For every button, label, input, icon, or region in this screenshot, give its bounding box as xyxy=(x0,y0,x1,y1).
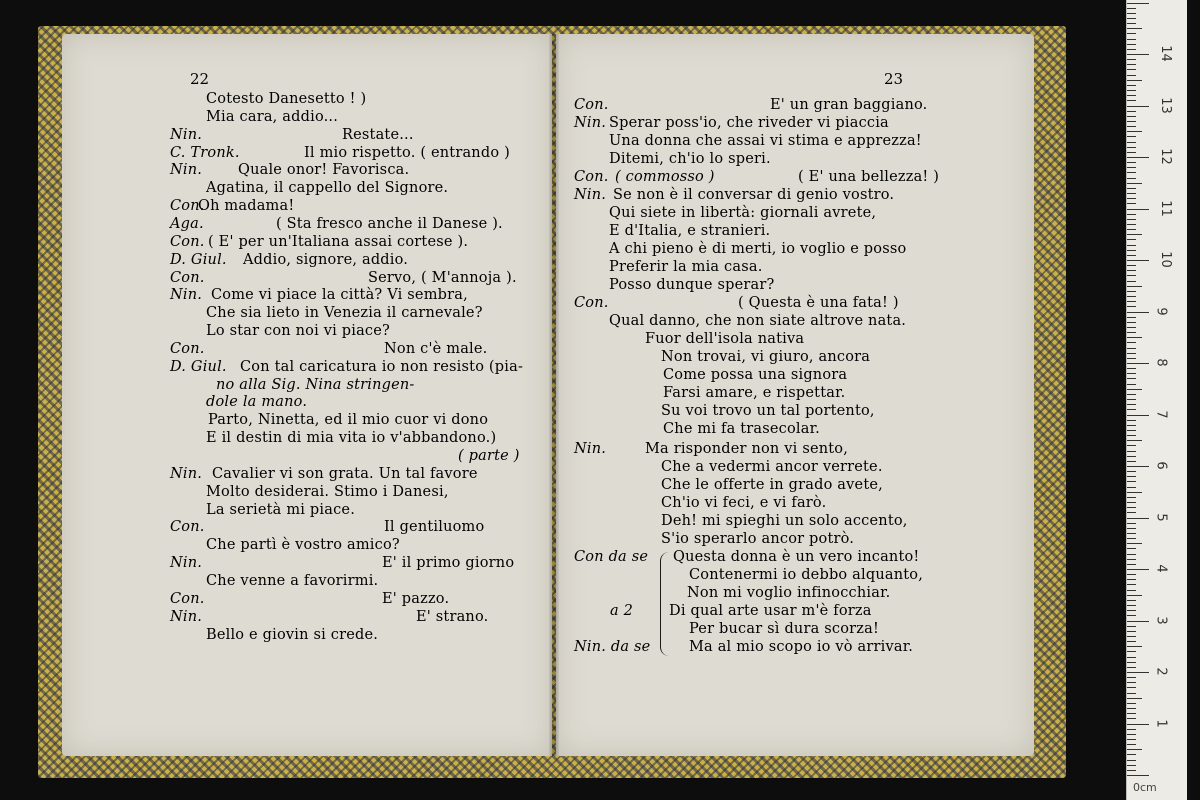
ruler-tick xyxy=(1127,610,1136,611)
ruler-tick xyxy=(1127,476,1136,477)
ruler-tick xyxy=(1127,8,1136,9)
ruler-tick xyxy=(1127,739,1136,740)
verse-line: Oh madama! xyxy=(198,198,295,215)
ruler-tick xyxy=(1127,363,1149,364)
ruler-tick xyxy=(1127,451,1136,452)
ruler-tick xyxy=(1127,518,1149,519)
ruler-tick xyxy=(1127,353,1136,354)
ruler-tick xyxy=(1127,296,1136,297)
speaker-name: Nin. xyxy=(170,126,203,143)
ruler-number: 3 xyxy=(1153,615,1169,625)
ruler-tick xyxy=(1127,18,1136,19)
ruler-tick xyxy=(1127,641,1136,642)
verse-line: E il destin di mia vita io v'abbandono.) xyxy=(206,430,497,447)
ruler-tick xyxy=(1127,275,1136,276)
ruler-tick xyxy=(1127,559,1136,560)
ruler-tick xyxy=(1127,415,1149,416)
ruler-tick xyxy=(1127,754,1136,755)
verse-line: Restate... xyxy=(342,126,414,143)
ruler-tick xyxy=(1127,245,1136,246)
ruler-tick xyxy=(1127,286,1142,287)
ruler-tick xyxy=(1127,85,1136,86)
ruler-tick xyxy=(1127,497,1136,498)
ruler-tick xyxy=(1127,734,1136,735)
verse-line: Contenermi io debbo alquanto, xyxy=(689,567,924,583)
ruler-tick xyxy=(1127,131,1142,132)
ruler-tick xyxy=(1127,188,1136,189)
verse-line: Che le offerte in grado avete, xyxy=(661,477,883,493)
ruler-tick xyxy=(1127,348,1136,349)
ruler-tick xyxy=(1127,440,1142,441)
speaker-name: Nin. xyxy=(574,187,607,203)
ruler-tick xyxy=(1127,404,1136,405)
ruler-tick xyxy=(1127,698,1142,699)
verse-line: Che a vedermi ancor verrete. xyxy=(661,459,883,475)
ruler-tick xyxy=(1127,3,1149,4)
verse-line: Su voi trovo un tal portento, xyxy=(661,403,875,419)
speaker-name: a 2 xyxy=(610,603,634,619)
ruler-tick xyxy=(1127,718,1136,719)
ruler-tick xyxy=(1127,281,1136,282)
ruler-tick xyxy=(1127,317,1136,318)
ruler-tick xyxy=(1127,337,1142,338)
ruler-tick xyxy=(1127,162,1136,163)
speaker-name: Nin. xyxy=(170,465,203,482)
verse-line: Ditemi, ch'io lo speri. xyxy=(609,151,771,167)
verse-line: Mia cara, addio... xyxy=(206,108,339,125)
ruler-tick xyxy=(1127,126,1136,127)
ruler-tick xyxy=(1127,687,1136,688)
ruler-tick xyxy=(1127,394,1136,395)
verse-line: Preferir la mia casa. xyxy=(609,259,763,275)
ruler-tick xyxy=(1127,523,1136,524)
ruler-tick xyxy=(1127,445,1136,446)
verse-line: Deh! mi spieghi un solo accento, xyxy=(661,513,908,529)
ruler-tick xyxy=(1127,49,1136,50)
ruler-tick xyxy=(1127,69,1136,70)
ruler-tick xyxy=(1127,219,1136,220)
ruler-tick xyxy=(1127,487,1136,488)
verse-line: Che sia lieto in Venezia il carnevale? xyxy=(206,305,483,322)
ruler-tick xyxy=(1127,95,1136,96)
ruler-tick xyxy=(1127,595,1142,596)
speaker-name: Aga. xyxy=(170,215,204,232)
ruler-tick xyxy=(1127,312,1149,313)
verse-line: ( E' una bellezza! ) xyxy=(798,169,940,185)
ruler-number: 14 xyxy=(1157,45,1173,62)
ruler-tick xyxy=(1127,579,1136,580)
verse-line: dole la mano. xyxy=(206,394,308,411)
verse-line: ( Questa è una fata! ) xyxy=(738,295,899,311)
speaker-name: Con da se xyxy=(574,549,649,565)
ruler-tick xyxy=(1127,646,1142,647)
speaker-name: Con. xyxy=(574,97,609,113)
ruler-number: 9 xyxy=(1153,306,1169,316)
ruler-tick xyxy=(1127,198,1136,199)
ruler-tick xyxy=(1127,456,1136,457)
ruler-tick xyxy=(1127,389,1142,390)
ruler-tick xyxy=(1127,157,1149,158)
ruler-number: 1 xyxy=(1153,718,1169,728)
ruler-tick xyxy=(1127,306,1136,307)
ruler-tick xyxy=(1127,744,1136,745)
ruler-tick xyxy=(1127,677,1136,678)
ruler-number: 11 xyxy=(1157,199,1173,217)
ruler-tick xyxy=(1127,229,1136,230)
ruler-tick xyxy=(1127,13,1136,14)
ruler-tick xyxy=(1127,106,1149,107)
page-number: 23 xyxy=(884,70,904,88)
ruler-tick xyxy=(1127,461,1136,462)
verse-line: E' strano. xyxy=(416,608,489,625)
ruler-tick xyxy=(1127,167,1136,168)
ruler-tick xyxy=(1127,409,1136,410)
ruler-tick xyxy=(1127,749,1142,750)
ruler-tick xyxy=(1127,373,1136,374)
ruler-tick xyxy=(1127,471,1136,472)
verse-line: ( E' per un'Italiana assai cortese ). xyxy=(208,233,469,250)
ruler-tick xyxy=(1127,492,1142,493)
ruler-tick xyxy=(1127,760,1136,761)
ruler-tick xyxy=(1127,178,1136,179)
verse-line: Il gentiluomo xyxy=(384,519,485,536)
ruler-tick xyxy=(1127,203,1136,204)
verse-line: E' un gran baggiano. xyxy=(770,97,928,113)
duet-brace xyxy=(660,552,669,656)
ruler-tick xyxy=(1127,332,1136,333)
ruler-tick xyxy=(1127,368,1136,369)
speaker-name: D. Giul. xyxy=(170,251,227,268)
speaker-name: C. Tronk. xyxy=(170,144,240,161)
speaker-name: Con. xyxy=(170,519,205,536)
ruler-tick xyxy=(1127,651,1136,652)
verse-line: Lo star con noi vi piace? xyxy=(206,323,391,340)
ruler-tick xyxy=(1127,64,1136,65)
ruler-tick xyxy=(1127,399,1136,400)
speaker-name: Nin. xyxy=(170,162,203,179)
verse-line: Non c'è male. xyxy=(384,340,488,357)
ruler-tick xyxy=(1127,44,1136,45)
ruler-tick xyxy=(1127,600,1136,601)
ruler-tick xyxy=(1127,667,1136,668)
verse-line: Come vi piace la città? Vi sembra, xyxy=(211,287,468,304)
ruler-tick xyxy=(1127,59,1136,60)
verse-line: Posso dunque sperar? xyxy=(609,277,775,293)
ruler-tick xyxy=(1127,291,1136,292)
ruler-tick xyxy=(1127,693,1136,694)
ruler-tick xyxy=(1127,260,1149,261)
ruler-tick xyxy=(1127,255,1136,256)
verse-line: Che venne a favorirmi. xyxy=(206,572,379,589)
ruler-tick xyxy=(1127,111,1136,112)
verse-line: Servo, ( M'annoja ). xyxy=(368,269,517,286)
ruler-tick xyxy=(1127,301,1136,302)
verse-line: Addio, signore, addio. xyxy=(243,251,409,268)
speaker-name: Con. xyxy=(170,590,205,607)
ruler-tick xyxy=(1127,420,1136,421)
ruler-tick xyxy=(1127,239,1136,240)
ruler-tick xyxy=(1127,183,1142,184)
ruler-tick xyxy=(1127,152,1136,153)
verse-line: no alla Sig. Nina stringen- xyxy=(216,376,415,393)
ruler-tick xyxy=(1127,250,1136,251)
verse-line: Ch'io vi feci, e vi farò. xyxy=(661,495,827,511)
ruler-tick xyxy=(1127,512,1136,513)
ruler-tick xyxy=(1127,121,1136,122)
ruler-tick xyxy=(1127,631,1136,632)
ruler-tick xyxy=(1127,425,1136,426)
ruler-tick xyxy=(1127,605,1136,606)
ruler-unit-label: 0cm xyxy=(1133,781,1157,794)
verse-line: Ma risponder non vi sento, xyxy=(645,441,849,457)
speaker-name: Con. xyxy=(170,233,205,250)
ruler-tick xyxy=(1127,322,1136,323)
ruler-tick xyxy=(1127,147,1136,148)
verse-line: E' pazzo. xyxy=(382,590,450,607)
ruler-number: 6 xyxy=(1153,461,1169,470)
ruler-tick xyxy=(1127,574,1136,575)
verse-line: Qual danno, che non siate altrove nata. xyxy=(609,313,907,329)
ruler-tick xyxy=(1127,662,1136,663)
ruler-tick xyxy=(1127,358,1136,359)
ruler-tick xyxy=(1127,657,1136,658)
verse-line: ( commosso ) xyxy=(615,169,715,185)
ruler-tick xyxy=(1127,234,1142,235)
ruler-tick xyxy=(1127,33,1136,34)
verse-line: Fuor dell'isola nativa xyxy=(645,331,805,347)
speaker-name: D. Giul. xyxy=(170,358,227,375)
speaker-name: Con. xyxy=(170,340,205,357)
page-number: 22 xyxy=(190,70,210,88)
verse-line: Bello e giovin si crede. xyxy=(206,626,379,643)
book-gutter xyxy=(549,34,559,756)
ruler-tick xyxy=(1127,528,1136,529)
speaker-name: Nin. da se xyxy=(574,639,651,655)
ruler-tick xyxy=(1127,626,1136,627)
verse-line: S'io sperarlo ancor potrò. xyxy=(661,531,855,547)
verse-line: Che partì è vostro amico? xyxy=(206,537,400,554)
verse-line: A chi pieno è di merti, io voglio e posso xyxy=(609,241,907,257)
ruler-tick xyxy=(1127,538,1136,539)
ruler-tick xyxy=(1127,327,1136,328)
speaker-name: Nin. xyxy=(170,555,203,572)
verse-line: ( parte ) xyxy=(458,448,520,464)
ruler-tick xyxy=(1127,23,1136,24)
ruler-tick xyxy=(1127,564,1136,565)
ruler-tick xyxy=(1127,682,1136,683)
ruler-number: 13 xyxy=(1157,96,1173,114)
ruler-tick xyxy=(1127,569,1149,570)
ruler-number: 5 xyxy=(1153,512,1169,522)
ruler-number: 4 xyxy=(1153,564,1169,573)
verse-line: Molto desiderai. Stimo i Danesi, xyxy=(206,483,449,500)
ruler-number: 12 xyxy=(1157,148,1173,165)
verse-line: Che mi fa trasecolar. xyxy=(663,421,820,437)
ruler-tick xyxy=(1127,75,1136,76)
ruler-tick xyxy=(1127,554,1136,555)
ruler-tick xyxy=(1127,507,1136,508)
ruler-tick xyxy=(1127,533,1136,534)
ruler-tick xyxy=(1127,502,1136,503)
ruler-tick xyxy=(1127,209,1149,210)
ruler-tick xyxy=(1127,724,1149,725)
ruler-tick xyxy=(1127,703,1136,704)
verse-line: Quale onor! Favorisca. xyxy=(238,162,410,179)
ruler-tick xyxy=(1127,435,1136,436)
verse-line: Farsi amare, e rispettar. xyxy=(663,385,846,401)
verse-line: Come possa una signora xyxy=(663,367,848,383)
ruler-tick xyxy=(1127,713,1136,714)
ruler-tick xyxy=(1127,590,1136,591)
ruler-tick xyxy=(1127,172,1136,173)
ruler-tick xyxy=(1127,80,1142,81)
ruler-tick xyxy=(1127,775,1149,776)
speaker-name: Nin. xyxy=(170,608,203,625)
ruler-tick xyxy=(1127,270,1136,271)
verse-line: E' il primo giorno xyxy=(382,555,515,572)
verse-line: Ma al mio scopo io vò arrivar. xyxy=(689,639,914,655)
ruler-tick xyxy=(1127,615,1136,616)
ruler-tick xyxy=(1127,481,1136,482)
verse-line: Questa donna è un vero incanto! xyxy=(673,549,920,565)
verse-line: Cotesto Danesetto ! ) xyxy=(206,91,367,107)
ruler-tick xyxy=(1127,136,1136,137)
verse-line: Sperar poss'io, che riveder vi piaccia xyxy=(609,115,889,131)
ruler-tick xyxy=(1127,548,1136,549)
ruler-tick xyxy=(1127,28,1142,29)
verse-line: ( Sta fresco anche il Danese ). xyxy=(276,215,503,232)
ruler-tick xyxy=(1127,54,1149,55)
verse-line: E d'Italia, e stranieri. xyxy=(609,223,771,239)
ruler-tick xyxy=(1127,621,1149,622)
verse-line: Non mi voglio infinocchiar. xyxy=(687,585,891,601)
ruler-tick xyxy=(1127,543,1142,544)
ruler-tick xyxy=(1127,636,1136,637)
speaker-name: Nin. xyxy=(574,441,607,457)
verse-line: Di qual arte usar m'è forza xyxy=(669,603,872,619)
ruler-tick xyxy=(1127,214,1136,215)
verse-line: Cavalier vi son grata. Un tal favore xyxy=(212,465,478,482)
verse-line: Il mio rispetto. ( entrando ) xyxy=(304,144,510,161)
ruler-tick xyxy=(1127,39,1136,40)
ruler-number: 7 xyxy=(1153,409,1169,419)
ruler-tick xyxy=(1127,770,1136,771)
ruler-tick xyxy=(1127,430,1136,431)
ruler-tick xyxy=(1127,384,1136,385)
ruler-number: 2 xyxy=(1153,667,1169,676)
speaker-name: Con. xyxy=(574,169,609,185)
speaker-name: Nin. xyxy=(170,287,203,304)
ruler-tick xyxy=(1127,342,1136,343)
ruler-number: 10 xyxy=(1157,251,1173,268)
verse-line: Parto, Ninetta, ed il mio cuor vi dono xyxy=(208,412,489,429)
ruler-tick xyxy=(1127,584,1136,585)
ruler-tick xyxy=(1127,729,1136,730)
ruler-tick xyxy=(1127,708,1136,709)
verse-line: Per bucar sì dura scorza! xyxy=(689,621,879,637)
ruler-tick xyxy=(1127,466,1149,467)
speaker-name: Nin. xyxy=(574,115,607,131)
ruler-tick xyxy=(1127,100,1136,101)
ruler-tick xyxy=(1127,193,1136,194)
ruler-tick xyxy=(1127,672,1149,673)
measurement-ruler xyxy=(1126,0,1187,800)
ruler-tick xyxy=(1127,224,1136,225)
speaker-name: Con. xyxy=(574,295,609,311)
ruler-tick xyxy=(1127,90,1136,91)
verse-line: Agatina, il cappello del Signore. xyxy=(206,180,449,197)
ruler-tick xyxy=(1127,765,1136,766)
verse-line: Con tal caricatura io non resisto (pia- xyxy=(240,358,524,375)
verse-line: Non trovai, vi giuro, ancora xyxy=(661,349,871,365)
ruler-tick xyxy=(1127,142,1136,143)
ruler-tick xyxy=(1127,265,1136,266)
verse-line: Qui siete in libertà: giornali avrete, xyxy=(609,205,877,221)
ruler-tick xyxy=(1127,116,1136,117)
speaker-name: Con. xyxy=(170,269,205,286)
verse-line: Una donna che assai vi stima e apprezza! xyxy=(609,133,922,149)
verse-line: Se non è il conversar di genio vostro. xyxy=(613,187,895,203)
ruler-number: 8 xyxy=(1153,358,1169,367)
verse-line: La serietà mi piace. xyxy=(206,501,356,518)
speaker-name: Con. xyxy=(170,198,205,215)
ruler-tick xyxy=(1127,378,1136,379)
